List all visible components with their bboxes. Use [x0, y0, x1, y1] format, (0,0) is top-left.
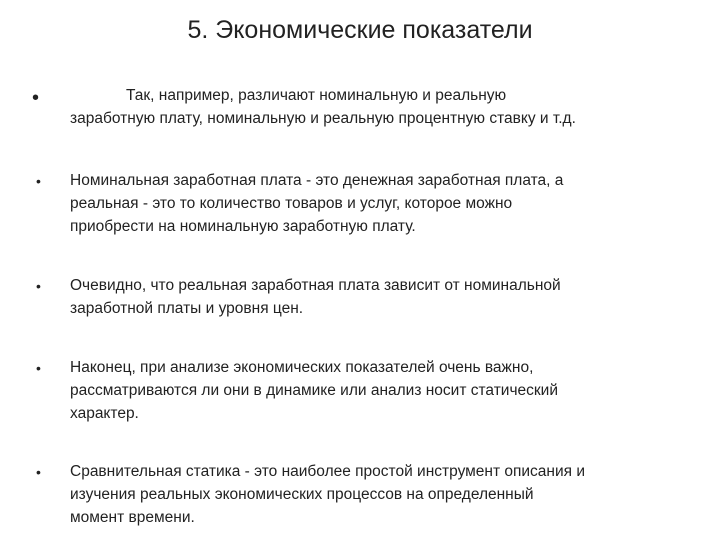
bullet-2-line-1: Номинальная заработная плата - это денежная заработная плата, а	[70, 172, 564, 189]
term-comparative-statics: Сравнительная статика	[70, 463, 241, 480]
bullet-4-line-3: характер.	[70, 405, 139, 422]
bullet-dot-icon: •	[36, 464, 41, 480]
bullet-dot-icon: •	[36, 360, 41, 376]
bullet-dot-icon: •	[36, 173, 41, 189]
bullet-dot-icon: •	[36, 278, 41, 294]
bullet-text	[70, 460, 690, 529]
bullet-5-line-3: момент времени.	[70, 509, 195, 526]
bullet-2-line-2: реальная - это то количество товаров и услуг, которое можно	[70, 195, 513, 212]
bullet-5-line-1: - это наиболее простой инструмент описания и	[240, 463, 586, 480]
bullet-text	[70, 169, 690, 238]
bullet-4-line-1: Наконец, при анализе экономических показателей очень важно,	[70, 359, 534, 376]
bullet-text	[70, 84, 690, 130]
bullet-5-line-2: изучения реальных экономических процессов на определенный	[70, 486, 534, 503]
bullet-1-line-1: Так, например, различают номинальную и реальную	[126, 87, 507, 104]
bullet-3-line-2: заработной платы и уровня цен.	[70, 300, 304, 317]
bullet-dot-icon: •	[32, 87, 40, 109]
bullet-1-line-2: заработную плату, номинальную и реальную процентную ставку и т.д.	[70, 110, 576, 127]
bullet-3-line-1: Очевидно, что реальная заработная плата зависит от номинальной	[70, 277, 561, 294]
slide-title: 5. Экономические показатели	[187, 16, 533, 44]
bullet-2-line-3: приобрести на номинальную заработную плату.	[70, 218, 416, 235]
bullet-text	[70, 274, 690, 320]
bullet-4-line-2: рассматриваются ли они в динамике или анализ носит статический	[70, 382, 559, 399]
bullet-text	[70, 356, 690, 425]
